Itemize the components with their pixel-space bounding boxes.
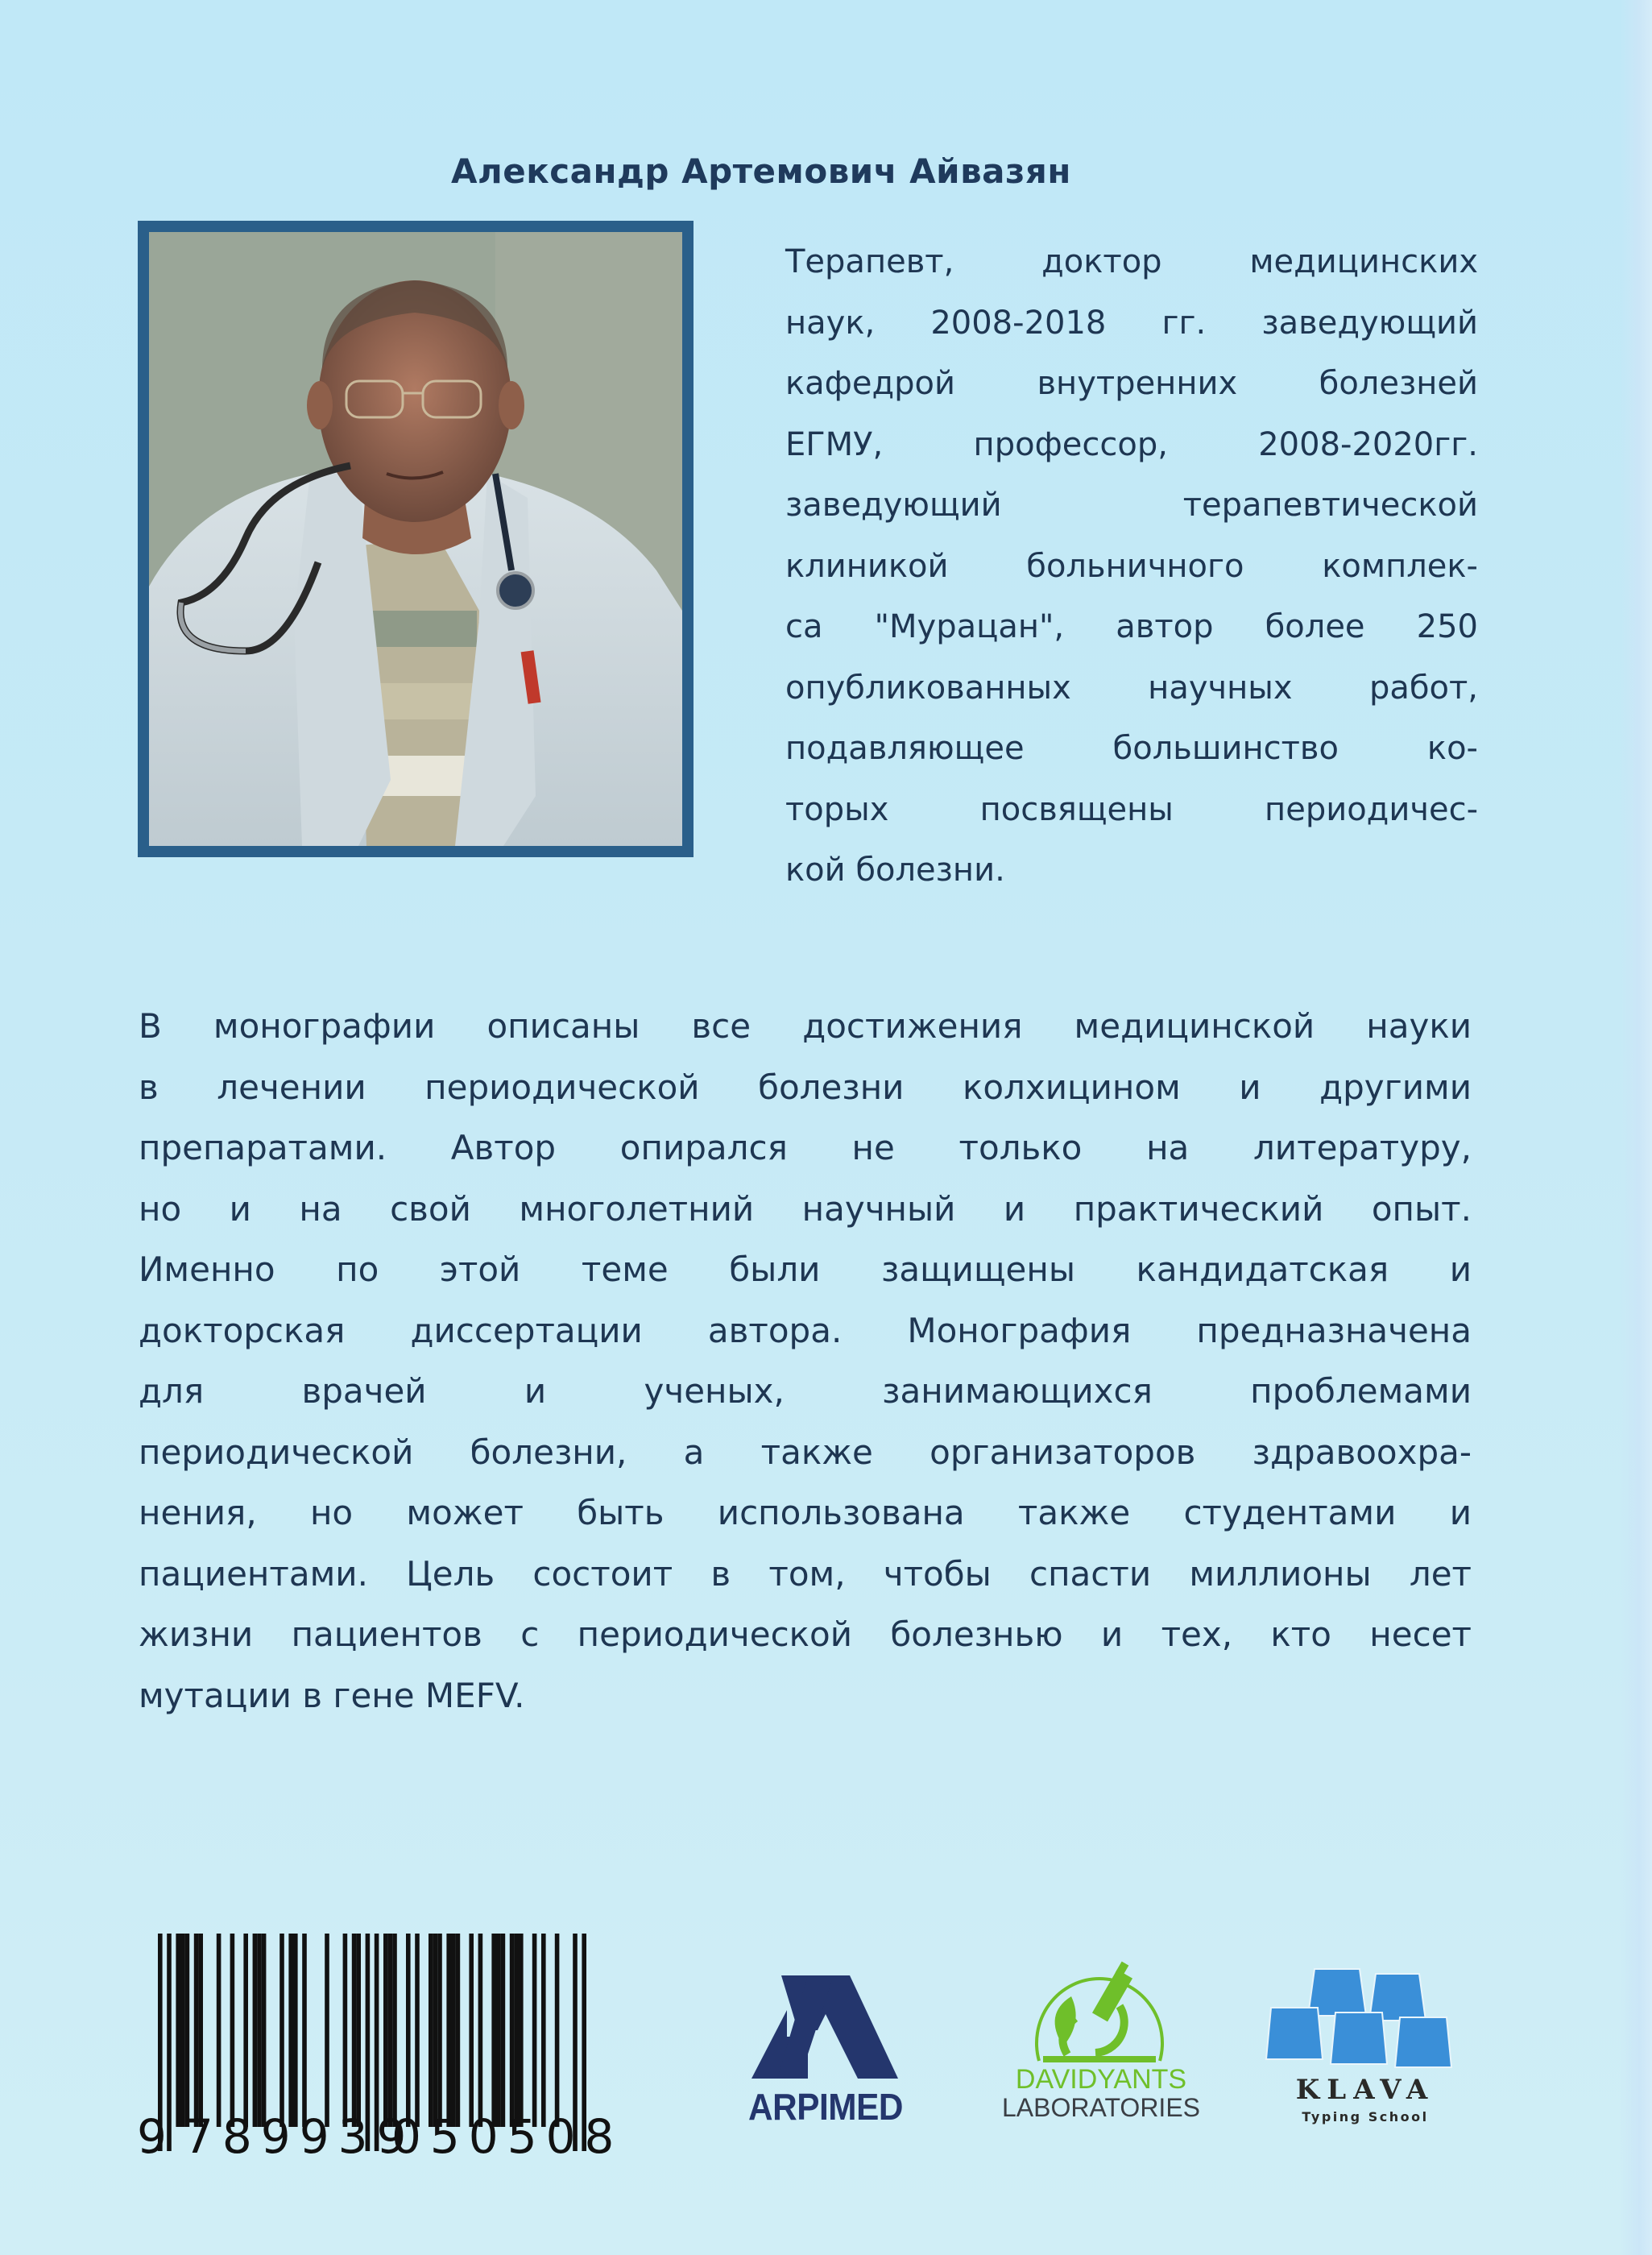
cover-edge-shadow: [1620, 0, 1652, 2255]
description-line: в лечении периодической болезни колхицином и другими: [139, 1067, 1472, 1107]
author-bio: [785, 232, 1478, 902]
bio-line: подавляющее большинство ко-: [785, 730, 1478, 767]
barcode-bar: [262, 1934, 267, 2127]
isbn-left-group: 789939: [184, 2109, 416, 2164]
author-portrait-illustration: [149, 232, 682, 846]
description-line: мутации в гене MEFV.: [139, 1675, 525, 1715]
barcode-bar: [343, 1934, 348, 2127]
bio-line: наук, 2008-2018 гг. заведующий: [785, 304, 1478, 342]
bio-line: опубликованных научных работ,: [785, 669, 1478, 707]
description-line: жизни пациентов с периодической болезнью и тех, кто несет: [139, 1615, 1472, 1654]
barcode-bar: [456, 1934, 461, 2127]
klava-label: KLAVA: [1295, 2074, 1435, 2106]
barcode-bar: [433, 1934, 438, 2127]
microscope-leaf-icon: [999, 1958, 1200, 2071]
bio-line: са "Мурацан", автор более 250: [785, 608, 1478, 645]
barcode-bar: [388, 1934, 393, 2127]
arpimed-label: ARPIMED: [748, 2086, 903, 2128]
barcode-bar: [514, 1934, 519, 2127]
arpimed-logo: [737, 1966, 914, 2135]
bio-line: торых посвящены периодичес-: [785, 790, 1478, 828]
author-name: Александр Артемович Айвазян: [451, 151, 1071, 191]
barcode-bar: [180, 1934, 185, 2127]
book-description: [139, 996, 1472, 1726]
keyboard-keys-icon: [1265, 1966, 1466, 2071]
description-line: для врачей и ученых, занимающихся проблемами: [139, 1371, 1472, 1411]
barcode-bar: [185, 1934, 190, 2127]
barcode-bar: [541, 1934, 546, 2127]
description-line: препаратами. Автор опирался не только на литературу,: [139, 1128, 1472, 1167]
description-line: периодической болезни, а также организаторов здравоохра-: [139, 1432, 1472, 1472]
barcode-bar: [478, 1934, 483, 2127]
barcode-bar: [519, 1934, 524, 2127]
barcode-bar: [325, 1934, 329, 2127]
description-line: пациентами. Цель состоит в том, чтобы спасти миллионы лет: [139, 1553, 1472, 1594]
barcode-bar: [451, 1934, 456, 2127]
author-photo: [149, 232, 682, 846]
barcode-bar: [383, 1934, 388, 2127]
barcode-bar: [302, 1934, 307, 2127]
davidyants-label: DAVIDYANTS: [1015, 2064, 1187, 2095]
arpimed-mark-icon: [737, 1966, 914, 2087]
barcode-bar: [176, 1934, 180, 2127]
barcode-bar: [392, 1934, 397, 2127]
barcode-bar: [532, 1934, 537, 2127]
bio-line: ЕГМУ, профессор, 2008-2020гг.: [785, 425, 1478, 463]
description-line: В монографии описаны все достижения медицинской науки: [139, 1006, 1472, 1046]
barcode-bar: [288, 1934, 293, 2127]
author-photo-frame: [138, 221, 694, 857]
barcode-bar: [352, 1934, 357, 2127]
description-line: Именно по этой теме были защищены кандидатская и: [139, 1250, 1472, 1289]
bio-line: кой болезни.: [785, 852, 1005, 889]
barcode-bar: [253, 1934, 258, 2127]
barcode-bar: [496, 1934, 501, 2127]
barcode-bar: [356, 1934, 361, 2127]
laboratories-label: LABORATORIES: [1002, 2093, 1200, 2122]
isbn-right-group: 050508: [391, 2109, 623, 2164]
bio-line: кафедрой внутренних болезней: [785, 365, 1478, 402]
description-line: докторская диссертации автора. Монография предназначена: [139, 1310, 1472, 1350]
barcode-bar: [230, 1934, 235, 2127]
bio-line: Терапевт, доктор медицинских: [785, 243, 1478, 280]
barcode-bar: [415, 1934, 420, 2127]
isbn-first-digit: 9: [137, 2109, 172, 2164]
barcode-bar: [279, 1934, 284, 2127]
typing-school-label: Typing School: [1302, 2109, 1429, 2124]
barcode-bar: [501, 1934, 506, 2127]
barcode-bar: [510, 1934, 515, 2127]
isbn-number: [137, 2109, 623, 2174]
barcode-bar: [406, 1934, 411, 2127]
barcode-bar: [243, 1934, 248, 2127]
bio-line: заведующий терапевтической: [785, 487, 1478, 524]
barcode-bar: [555, 1934, 560, 2127]
description-line: нения, но может быть использована также студентами и: [139, 1493, 1472, 1532]
davidyants-logo: [999, 1958, 1200, 2143]
barcode-bar: [293, 1934, 298, 2127]
barcode-bar: [446, 1934, 451, 2127]
bio-line: клиникой больничного комплек-: [785, 547, 1478, 585]
barcode-bar: [217, 1934, 222, 2127]
barcode-bar: [194, 1934, 199, 2127]
barcode-bar: [257, 1934, 262, 2127]
barcode-bar: [437, 1934, 442, 2127]
barcode-bar: [491, 1934, 496, 2127]
barcode-bar: [469, 1934, 474, 2127]
klava-logo: [1265, 1966, 1466, 2143]
barcode-bar: [429, 1934, 433, 2127]
barcode-bar: [198, 1934, 203, 2127]
description-line: но и на свой многолетний научный и практический опыт.: [139, 1188, 1472, 1229]
